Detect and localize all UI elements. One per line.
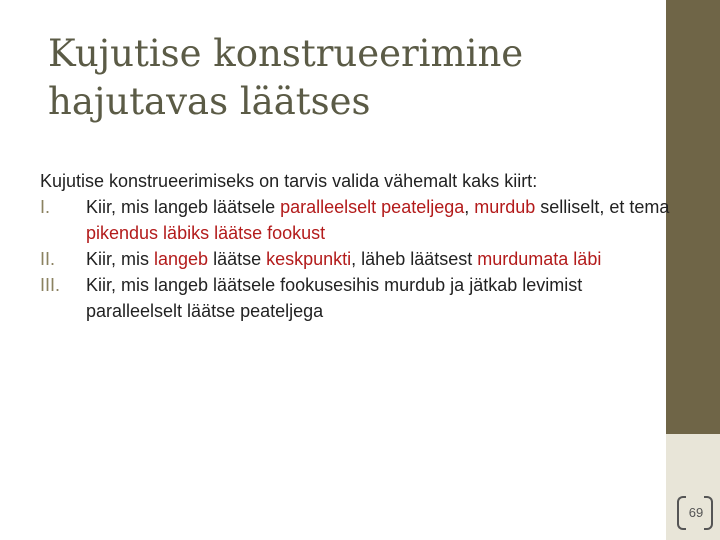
item-text [86, 197, 669, 243]
list-item [40, 194, 670, 246]
text-segment: Kiir, mis langeb läätsele [86, 197, 281, 217]
text-segment: , läheb läätsest [351, 249, 478, 269]
page-number-badge [677, 496, 715, 530]
list-item [40, 272, 670, 324]
list-numeral: I. [40, 197, 51, 217]
item-text [86, 275, 582, 321]
list-numeral: III. [40, 275, 61, 295]
highlighted-segment: pikendus läbiks läätse fookust [86, 223, 326, 243]
page-number: 69 [688, 505, 704, 520]
highlighted-segment: paralleelselt peateljega [280, 197, 465, 217]
text-segment: Kiir, mis [86, 249, 155, 269]
text-segment: läätse [208, 249, 267, 269]
highlighted-segment: langeb [154, 249, 209, 269]
highlighted-segment: keskpunkti [266, 249, 352, 269]
slide-title-line-1: Kujutise konstrueerimine [48, 32, 524, 75]
slide-title-line-2: hajutavas läätses [48, 80, 371, 123]
item-text [86, 249, 601, 269]
slide-title [48, 30, 648, 126]
text-segment: , [464, 197, 475, 217]
ray-list [40, 194, 670, 324]
text-segment: Kiir, mis langeb läätsele fookusesihis murdub ja jätkab levimist paralleelselt läätse peateljega [86, 275, 583, 321]
highlighted-segment: murdub [474, 197, 536, 217]
slide-body [40, 168, 670, 324]
sidebar-accent-dark [666, 0, 720, 434]
highlighted-segment: murdumata läbi [477, 249, 602, 269]
text-segment: selliselt, et tema [535, 197, 670, 217]
list-numeral: II. [40, 249, 56, 269]
intro-text: Kujutise konstrueerimiseks on tarvis valida vähemalt kaks kiirt: [40, 171, 538, 191]
list-item [40, 246, 670, 272]
